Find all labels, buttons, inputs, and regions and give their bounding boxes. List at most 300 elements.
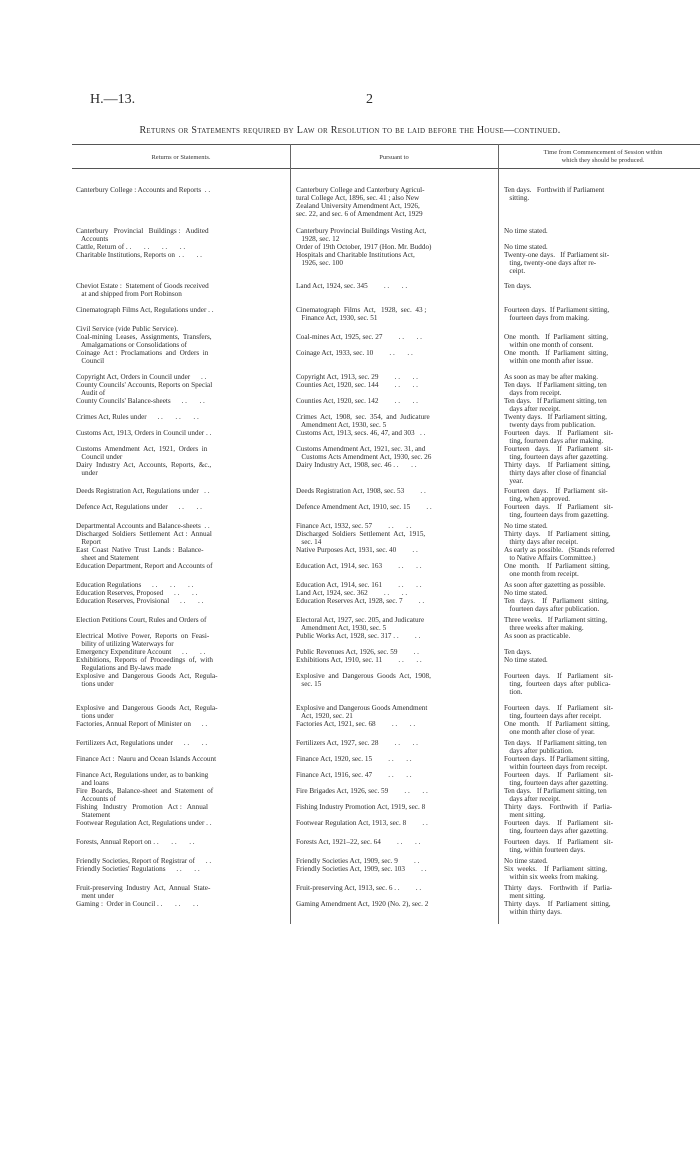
column-divider-1 (290, 144, 291, 924)
time-cell-line: Fourteen days. If Parliament sit- (504, 819, 613, 827)
time-cell (504, 755, 700, 771)
time-cell (504, 522, 700, 530)
time-cell (504, 325, 700, 349)
pursuant-cell-line: Finance Act, 1916, sec. 47 . . . . (296, 771, 412, 779)
pursuant-cell-line: tural College Act, 1896, sec. 41 ; also New (296, 194, 420, 202)
returns-cell-line: East Coast Native Trust Lands : Balance- (76, 546, 204, 554)
time-cell-line: ting, fourteen days after gazetting. (504, 827, 608, 835)
time-cell-line: Thirty days. Forthwith if Parlia- (504, 803, 613, 811)
returns-cell (76, 819, 282, 827)
returns-cell (76, 186, 282, 194)
returns-cell-line: Election Petitions Court, Rules and Orders of (76, 616, 207, 624)
time-cell (504, 819, 700, 835)
pursuant-cell (296, 656, 493, 664)
pursuant-cell (296, 884, 493, 892)
pursuant-cell-line: Friendly Societies Act, 1909, sec. 9 . . (296, 857, 420, 865)
time-cell-line: Fourteen days. If Parliament sit- (504, 704, 613, 712)
time-cell-line: Ten days. (504, 648, 532, 656)
returns-cell-line: Discharged Soldiers Settlement Act : Annual (76, 530, 212, 538)
time-cell (504, 503, 700, 519)
pursuant-cell (296, 704, 493, 720)
returns-cell (76, 865, 282, 873)
time-cell (504, 562, 700, 578)
document-code: H.—13. (90, 92, 136, 107)
returns-cell-line: Factories, Annual Report of Minister on . . (76, 720, 208, 728)
pursuant-cell-line: Land Act, 1924, sec. 345 . . . . (296, 282, 408, 290)
time-cell-line: within one month of consent. (504, 341, 594, 349)
returns-cell (76, 900, 282, 908)
pursuant-cell-line: Factories Act, 1921, sec. 68 . . . . (296, 720, 416, 728)
returns-cell-line: Regulations and By-laws made (76, 664, 172, 672)
time-cell-line: No time stated. (504, 522, 548, 530)
returns-cell-line: Fertilizers Act, Regulations under . . . . (76, 739, 208, 747)
table-top-rule (72, 144, 700, 145)
pursuant-cell (296, 373, 493, 381)
time-cell-line: within six weeks from making. (504, 873, 599, 881)
pursuant-cell-line: Land Act, 1924, sec. 362 . . . . (296, 589, 408, 597)
time-cell (504, 243, 700, 251)
returns-cell (76, 445, 282, 461)
returns-cell (76, 522, 282, 530)
pursuant-cell (296, 445, 493, 461)
pursuant-cell-line: Finance Act, 1930, sec. 51 (296, 314, 378, 322)
returns-cell-line: County Councils' Balance-sheets . . . . (76, 397, 205, 405)
returns-cell-line: Footwear Regulation Act, Regulations under . . (76, 819, 212, 827)
pursuant-cell (296, 381, 493, 389)
returns-cell (76, 503, 282, 511)
pursuant-cell (296, 632, 493, 640)
pursuant-cell (296, 413, 493, 429)
returns-cell-line: Education Reserves, Provisional . . . . (76, 597, 204, 605)
returns-cell (76, 413, 282, 421)
returns-cell-line: Civil Service (vide Public Service). (76, 325, 178, 333)
pursuant-cell (296, 503, 493, 511)
pursuant-cell-line: Public Works Act, 1928, sec. 317 . . . . (296, 632, 421, 640)
time-cell-line: Twenty-one days. If Parliament sit- (504, 251, 610, 259)
column-header-returns: Returns or Statements. (151, 154, 211, 161)
time-cell (504, 672, 700, 696)
pursuant-cell-line: Hospitals and Charitable Institutions Act, (296, 251, 415, 259)
pursuant-cell-line: Fishing Industry Promotion Act, 1919, sec. 8 (296, 803, 426, 811)
returns-cell-line: tions under (76, 712, 114, 720)
returns-cell (76, 530, 282, 546)
returns-cell-line: Fruit-preserving Industry Act, Annual State- (76, 884, 211, 892)
pursuant-cell-line: Customs Amendment Act, 1921, sec. 31, and (296, 445, 426, 453)
time-cell (504, 413, 700, 429)
time-cell-line: Fourteen days. If Parliament sit- (504, 445, 613, 453)
returns-cell-line: Customs Act, 1913, Orders in Council under . . (76, 429, 212, 437)
pursuant-cell (296, 530, 493, 546)
returns-cell-line: County Councils' Accounts, Reports on Special (76, 381, 213, 389)
returns-cell (76, 589, 282, 597)
time-cell (504, 397, 700, 413)
column-header-time (500, 149, 700, 165)
returns-cell-line: Friendly Societies, Report of Registrar of . . (76, 857, 212, 865)
returns-cell-line: tions under (76, 680, 114, 688)
time-cell-line: days after receipt. (504, 405, 561, 413)
pursuant-cell (296, 522, 493, 530)
returns-cell-line: Canterbury Provincial Buildings : Audited (76, 227, 209, 235)
returns-cell (76, 656, 282, 672)
time-cell (504, 186, 700, 202)
time-cell-line: to Native Affairs Committee.) (504, 554, 596, 562)
pursuant-cell-line: 1928, sec. 12 (296, 235, 340, 243)
time-cell-line: year. (504, 477, 524, 485)
time-cell (504, 589, 700, 597)
pursuant-cell-line: Deeds Registration Act, 1908, sec. 53 . . (296, 487, 426, 495)
time-cell-line: Fourteen days. If Parliament sit- (504, 838, 613, 846)
pursuant-cell (296, 562, 493, 570)
pursuant-cell-line: Explosive and Dangerous Goods Amendment (296, 704, 428, 712)
pursuant-cell-line: Copyright Act, 1913, sec. 29 . . . . (296, 373, 418, 381)
pursuant-cell-line (296, 325, 493, 333)
time-cell-line: One month. If Parliament sitting, (504, 333, 609, 341)
time-cell (504, 857, 700, 865)
pursuant-cell (296, 720, 493, 728)
time-cell-line: No time stated. (504, 227, 548, 235)
returns-cell-line: Amalgamations or Consolidations of (76, 341, 187, 349)
returns-cell (76, 373, 282, 381)
time-cell-line: thirty days after close of financial (504, 469, 607, 477)
time-cell-line: Fourteen days. If Parliament sit- (504, 487, 608, 495)
time-cell-line: ceipt. (504, 267, 526, 275)
returns-cell (76, 597, 282, 605)
pursuant-cell (296, 616, 493, 632)
returns-cell-line: Accounts (76, 235, 109, 243)
time-cell (504, 546, 700, 562)
pursuant-cell-line: Education Act, 1914, sec. 161 . . . . (296, 581, 422, 589)
pursuant-cell (296, 771, 493, 779)
time-cell-line: days from receipt. (504, 389, 562, 397)
returns-cell (76, 787, 282, 803)
pursuant-cell (296, 429, 493, 437)
time-cell-line: three weeks after making. (504, 624, 584, 632)
time-cell-line: As soon after gazetting as possible. (504, 581, 606, 589)
returns-cell-line: Copyright Act, Orders in Council under . . (76, 373, 207, 381)
pursuant-cell-line: Coal-mines Act, 1925, sec. 27 . . . . (296, 333, 422, 341)
pursuant-cell (296, 581, 493, 589)
returns-cell (76, 648, 282, 656)
time-cell-line: ting, fourteen days after publica- (504, 680, 611, 688)
time-cell-line (504, 325, 700, 333)
returns-cell (76, 325, 282, 349)
table-caption: Returns or Statements required by Law or Resolution to be laid before the House—continued. (139, 125, 561, 136)
returns-cell-line: Coinage Act : Proclamations and Orders in (76, 349, 209, 357)
time-cell-line: Six weeks. If Parliament sitting, (504, 865, 608, 873)
time-cell-line: thirty days after receipt. (504, 538, 579, 546)
column-divider-2 (498, 144, 499, 924)
returns-cell-line: Council (76, 357, 105, 365)
returns-cell-line: Deeds Registration Act, Regulations under . . (76, 487, 210, 495)
returns-cell (76, 251, 282, 259)
returns-cell-line: Council under (76, 453, 123, 461)
returns-cell (76, 720, 282, 728)
time-cell (504, 227, 700, 235)
pursuant-cell-line: Education Act, 1914, sec. 163 . . . . (296, 562, 422, 570)
returns-cell (76, 672, 282, 688)
pursuant-cell-line: Amendment Act, 1930, sec. 5 (296, 624, 387, 632)
time-cell-line: Ten days. If Parliament sitting, ten (504, 381, 607, 389)
pursuant-cell-line: sec. 22, and sec. 6 of Amendment Act, 1929 (296, 210, 423, 218)
time-cell-line: tion. (504, 688, 523, 696)
time-cell (504, 282, 700, 290)
pursuant-cell-line: Fertilizers Act, 1927, sec. 28 . . . . (296, 739, 418, 747)
header-bottom-rule (72, 168, 700, 169)
time-cell (504, 787, 700, 803)
pursuant-cell-line: Act, 1920, sec. 21 (296, 712, 353, 720)
time-cell-line: No time stated. (504, 243, 548, 251)
returns-cell-line: Cattle, Return of . . . . . . . . (76, 243, 186, 251)
returns-cell (76, 581, 282, 589)
returns-cell-line: Report (76, 538, 101, 546)
returns-cell-line: Fire Boards, Balance-sheet and Statement of (76, 787, 214, 795)
returns-cell-line: Explosive and Dangerous Goods Act, Regula- (76, 704, 218, 712)
pursuant-cell-line: Gaming Amendment Act, 1920 (No. 2), sec. 2 (296, 900, 429, 908)
time-cell (504, 838, 700, 854)
time-cell (504, 720, 700, 736)
column-header-time-line2: which they should be produced. (561, 157, 645, 164)
time-cell (504, 581, 700, 589)
returns-cell-line: Education Reserves, Proposed . . . . (76, 589, 198, 597)
time-cell-line: Thirty days. If Parliament sitting, (504, 461, 611, 469)
time-cell-line: twenty days from publication. (504, 421, 596, 429)
pursuant-cell-line: Canterbury Provincial Buildings Vesting Act, (296, 227, 427, 235)
pursuant-cell-line: Fire Brigades Act, 1926, sec. 59 . . . . (296, 787, 428, 795)
time-cell-line: ting, fourteen days after receipt. (504, 712, 602, 720)
pursuant-cell (296, 803, 493, 811)
pursuant-cell (296, 349, 493, 357)
returns-cell (76, 461, 282, 477)
time-cell-line: Fourteen days. If Parliament sit- (504, 672, 613, 680)
time-cell-line: ting, fourteen days after gazetting. (504, 779, 608, 787)
pursuant-cell-line: Forests Act, 1921–22, sec. 64 . . . . (296, 838, 421, 846)
returns-cell-line: Friendly Societies' Regulations . . . . (76, 865, 200, 873)
pursuant-cell-line: Explosive and Dangerous Goods Act, 1908, (296, 672, 431, 680)
pursuant-cell (296, 597, 493, 605)
time-cell-line: one month after close of year. (504, 728, 595, 736)
pursuant-cell (296, 865, 493, 873)
returns-cell-line: under (76, 469, 98, 477)
pursuant-cell (296, 739, 493, 747)
returns-cell-line: Dairy Industry Act, Accounts, Reports, &c., (76, 461, 212, 469)
pursuant-cell (296, 461, 493, 469)
pursuant-cell-line: Discharged Soldiers Settlement Act, 1915, (296, 530, 426, 538)
pursuant-cell (296, 227, 493, 243)
pursuant-cell-line: Dairy Industry Act, 1908, sec. 46 . . . . (296, 461, 417, 469)
time-cell-line: Ten days. If Parliament sitting, ten (504, 787, 607, 795)
returns-cell (76, 771, 282, 787)
time-cell-line: Thirty days. Forthwith if Parlia- (504, 884, 613, 892)
pursuant-cell-line: Finance Act, 1932, sec. 57 . . . . (296, 522, 412, 530)
pursuant-cell (296, 648, 493, 656)
time-cell-line: Fourteen days. If Parliament sitting, (504, 755, 610, 763)
returns-cell (76, 381, 282, 397)
returns-cell (76, 803, 282, 819)
returns-cell-line: and loans (76, 779, 109, 787)
time-cell (504, 616, 700, 632)
returns-cell (76, 838, 282, 846)
time-cell (504, 251, 700, 275)
time-cell (504, 648, 700, 656)
returns-cell-line: at and shipped from Port Robinson (76, 290, 182, 298)
returns-cell-line: bility of utilizing Waterways for (76, 640, 174, 648)
time-cell-line: Ten days. Forthwith if Parliament (504, 186, 605, 194)
time-cell-line: Three weeks. If Parliament sitting, (504, 616, 607, 624)
time-cell (504, 306, 700, 322)
time-cell-line: ting, fourteen days after making. (504, 437, 604, 445)
time-cell (504, 803, 700, 819)
time-cell-line: Thirty days. If Parliament sitting, (504, 530, 611, 538)
time-cell-line: ment sitting. (504, 892, 546, 900)
time-cell-line: within one month after issue. (504, 357, 594, 365)
column-header-time-line1: Time from Commencement of Session within (543, 149, 663, 156)
time-cell-line: one month from receipt. (504, 570, 579, 578)
pursuant-cell-line: Amendment Act, 1930, sec. 5 (296, 421, 387, 429)
time-cell (504, 461, 700, 485)
pursuant-cell-line: Fruit-preserving Act, 1913, sec. 6 . . . . (296, 884, 422, 892)
time-cell (504, 445, 700, 461)
pursuant-cell-line: Counties Act, 1920, sec. 144 . . . . (296, 381, 418, 389)
time-cell-line: Ten days. If Parliament sitting, ten (504, 739, 607, 747)
returns-cell (76, 429, 282, 437)
returns-cell (76, 704, 282, 720)
time-cell-line: Twenty days. If Parliament sitting, (504, 413, 607, 421)
time-cell (504, 349, 700, 365)
time-cell-line: As early as possible. (Stands referred (504, 546, 615, 554)
pursuant-cell-line: Canterbury College and Canterbury Agricul- (296, 186, 425, 194)
returns-cell-line: Fishing Industry Promotion Act : Annual (76, 803, 208, 811)
pursuant-cell-line: Electoral Act, 1927, sec. 205, and Judicature (296, 616, 425, 624)
time-cell-line: Fourteen days. If Parliament sit- (504, 429, 613, 437)
returns-cell-line: Statement (76, 811, 111, 819)
time-cell-line: Fourteen days. If Parliament sit- (504, 771, 613, 779)
returns-cell (76, 243, 282, 251)
time-cell (504, 884, 700, 900)
pursuant-cell (296, 838, 493, 846)
time-cell-line: As soon as may be after making. (504, 373, 599, 381)
pursuant-cell-line: Footwear Regulation Act, 1913, sec. 8 . . (296, 819, 428, 827)
returns-cell-line: Customs Amendment Act, 1921, Orders in (76, 445, 208, 453)
page-number: 2 (366, 92, 373, 107)
returns-cell-line: Electrical Motive Power, Reports on Feasi- (76, 632, 210, 640)
returns-cell (76, 857, 282, 865)
time-cell-line: No time stated. (504, 589, 548, 597)
time-cell-line: within thirty days. (504, 908, 562, 916)
column-header-pursuant: Pursuant to (379, 154, 409, 161)
returns-cell-line: Forests, Annual Report on . . . . . . (76, 838, 195, 846)
pursuant-cell (296, 325, 493, 341)
returns-cell-line: Explosive and Dangerous Goods Act, Regula- (76, 672, 218, 680)
pursuant-cell-line: Crimes Act, 1908, sec. 354, and Judicature (296, 413, 430, 421)
pursuant-cell-line: Customs Act, 1913, secs. 46, 47, and 303 . . (296, 429, 426, 437)
time-cell (504, 381, 700, 397)
pursuant-cell-line: Zealand University Amendment Act, 1926, (296, 202, 420, 210)
pursuant-cell (296, 487, 493, 495)
time-cell-line: Fourteen days. If Parliament sitting, (504, 306, 610, 314)
time-cell-line: ting, fourteen days after gazetting. (504, 453, 608, 461)
returns-cell-line: ment under (76, 892, 114, 900)
time-cell (504, 530, 700, 546)
pursuant-cell-line: Order of 19th October, 1917 (Hon. Mr. Buddo) (296, 243, 432, 251)
time-cell (504, 429, 700, 445)
returns-cell (76, 397, 282, 405)
pursuant-cell-line: Public Revenues Act, 1926, sec. 59 . . (296, 648, 419, 656)
pursuant-cell-line: Exhibitions Act, 1910, sec. 11 . . . . (296, 656, 422, 664)
time-cell-line: One month. If Parliament sitting, (504, 562, 610, 570)
returns-cell-line: Finance Act : Nauru and Ocean Islands Account (76, 755, 217, 763)
time-cell-line: ting, when approved. (504, 495, 571, 503)
returns-cell (76, 282, 282, 298)
returns-cell (76, 546, 282, 562)
pursuant-cell (296, 546, 493, 554)
time-cell (504, 771, 700, 787)
time-cell-line: Fourteen days. If Parliament sit- (504, 503, 613, 511)
pursuant-cell (296, 397, 493, 405)
pursuant-cell-line: Counties Act, 1920, sec. 142 . . . . (296, 397, 418, 405)
returns-cell (76, 632, 282, 648)
pursuant-cell-line: sec. 14 (296, 538, 322, 546)
returns-cell (76, 562, 282, 570)
returns-cell-line: Crimes Act, Rules under . . . . . . (76, 413, 199, 421)
pursuant-cell (296, 243, 493, 251)
time-cell-line: within fourteen days from receipt. (504, 763, 608, 771)
time-cell-line: No time stated. (504, 656, 548, 664)
time-cell-line: days after publication. (504, 747, 574, 755)
time-cell-line: days after receipt. (504, 795, 561, 803)
returns-cell-line: Education Regulations . . . . . . (76, 581, 194, 589)
pursuant-cell-line: Cinematograph Films Act, 1928, sec. 43 ; (296, 306, 427, 314)
pursuant-cell (296, 672, 493, 688)
time-cell-line: One month. If Parliament sitting, (504, 349, 609, 357)
time-cell-line: sitting. (504, 194, 530, 202)
returns-cell-line: Coal-mining Leases, Assignments, Transfers, (76, 333, 212, 341)
pursuant-cell (296, 787, 493, 795)
pursuant-cell (296, 589, 493, 597)
returns-cell (76, 739, 282, 747)
time-cell-line: ment sitting. (504, 811, 546, 819)
returns-cell-line: Defence Act, Regulations under . . . . (76, 503, 202, 511)
pursuant-cell-line: sec. 15 (296, 680, 322, 688)
time-cell (504, 597, 700, 613)
pursuant-cell-line: Defence Amendment Act, 1910, sec. 15 . . (296, 503, 432, 511)
pursuant-cell (296, 900, 493, 908)
time-cell (504, 739, 700, 755)
pursuant-cell-line: Coinage Act, 1933, sec. 10 . . . . (296, 349, 413, 357)
time-cell (504, 865, 700, 881)
returns-cell-line: Emergency Expenditure Account . . . . (76, 648, 206, 656)
returns-cell-line: Cinematograph Films Act, Regulations under . . (76, 306, 214, 314)
pursuant-cell (296, 755, 493, 763)
time-cell-line: ting, fourteen days from gazetting. (504, 511, 609, 519)
time-cell (504, 487, 700, 503)
pursuant-cell-line: Customs Acts Amendment Act, 1930, sec. 26 (296, 453, 432, 461)
time-cell (504, 704, 700, 720)
time-cell-line: As soon as practicable. (504, 632, 571, 640)
pursuant-cell (296, 251, 493, 267)
returns-cell-line: Education Department, Report and Accounts of (76, 562, 213, 570)
returns-cell-line: Gaming : Order in Council . . . . . . (76, 900, 199, 908)
time-cell (504, 900, 700, 916)
pursuant-cell-line: Friendly Societies Act, 1909, sec. 103 . . (296, 865, 427, 873)
returns-cell-line: Exhibitions, Reports of Proceedings of, with (76, 656, 213, 664)
pursuant-cell (296, 186, 493, 218)
returns-cell-line: Departmental Accounts and Balance-sheets . . (76, 522, 210, 530)
time-cell-line: One month. If Parliament sitting, (504, 720, 610, 728)
pursuant-cell-line: 1926, sec. 100 (296, 259, 343, 267)
time-cell-line: Thirty days. If Parliament sitting, (504, 900, 611, 908)
returns-cell-line: Cheviot Estate : Statement of Goods received (76, 282, 209, 290)
time-cell-line: fourteen days from making. (504, 314, 590, 322)
